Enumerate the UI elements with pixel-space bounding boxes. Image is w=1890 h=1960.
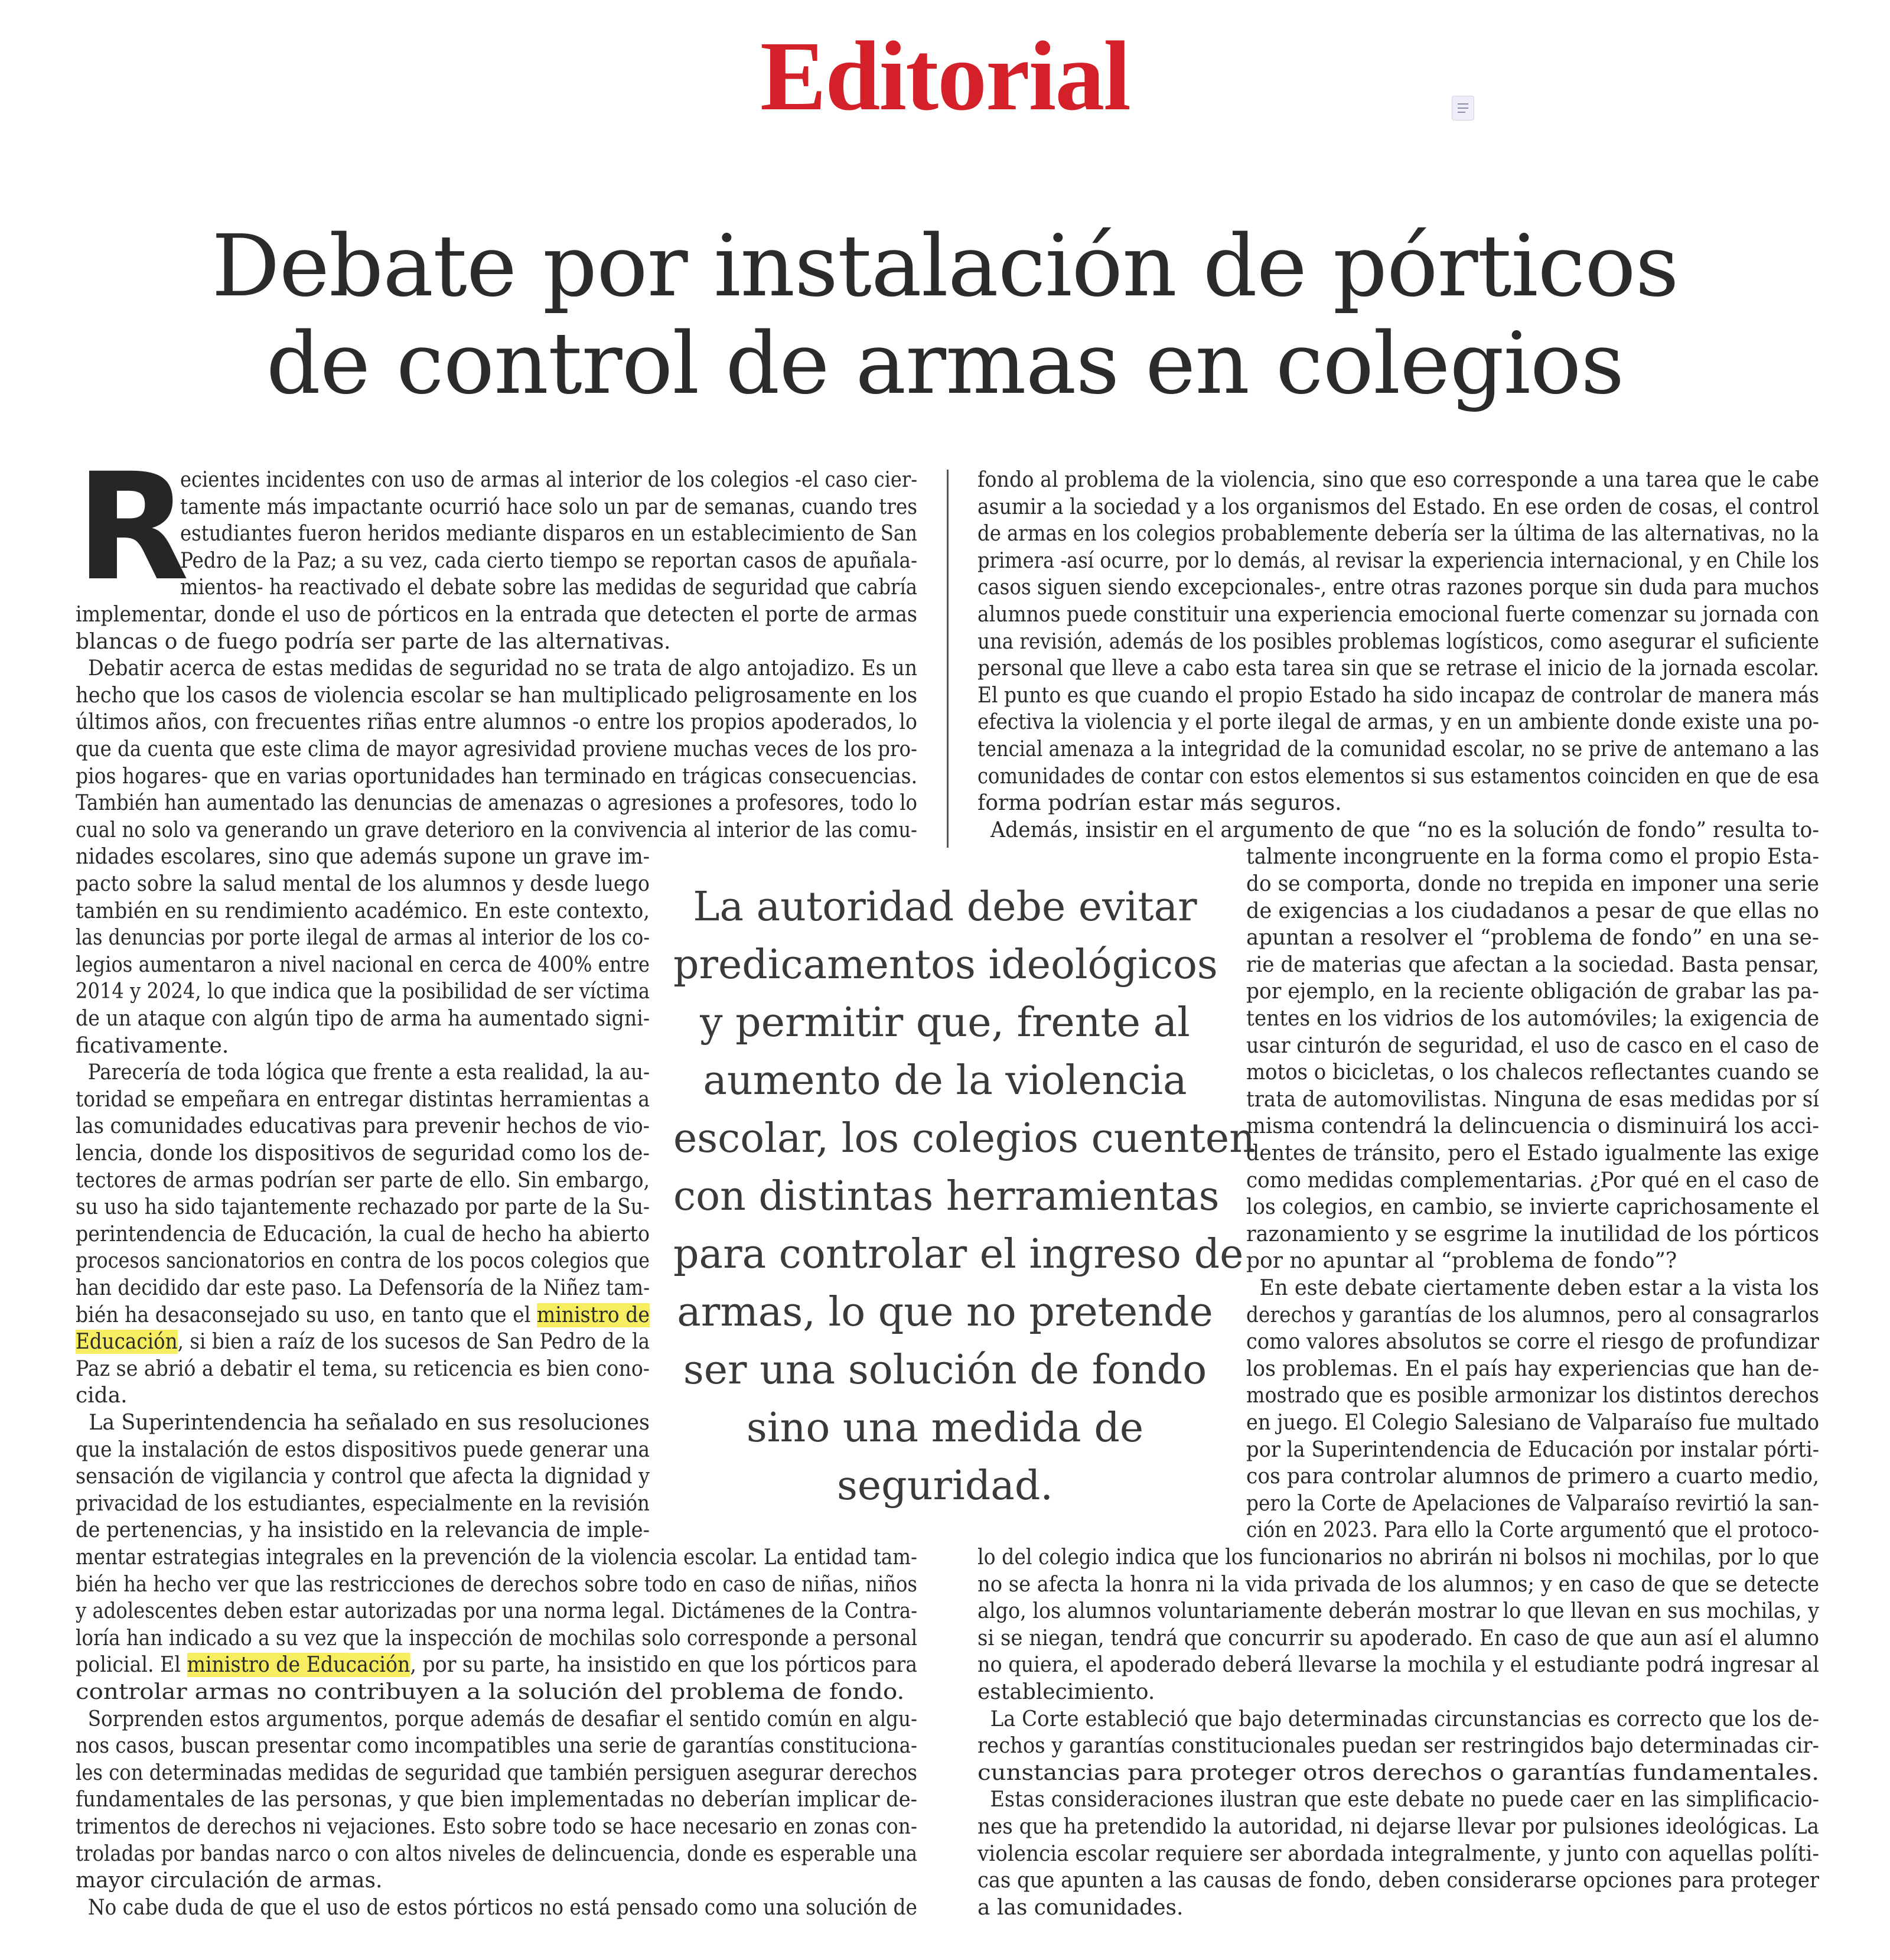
- article-line: [76, 1463, 650, 1490]
- article-line: [76, 1140, 650, 1167]
- line-text: por ejemplo, en la reciente obligación de grabar las pa-: [1246, 979, 1819, 1004]
- line-text: 2014 y 2024, lo que indica que la posibilidad de ser víctima: [76, 979, 650, 1004]
- line-text: y adolescentes deben estar autorizadas por una norma legal. Dictámenes de la Contra-: [76, 1599, 918, 1624]
- line-text: Paz se abrió a debatir el tema, su reticencia es bien cono-: [76, 1356, 650, 1381]
- line-text: mayor circulación de armas.: [76, 1868, 383, 1893]
- article-line: [1246, 952, 1819, 979]
- line-text: cual no solo va generando un grave deterioro en la convivencia al interior de las comu-: [76, 818, 917, 842]
- line-text: de un ataque con algún tipo de arma ha aumentado signi-: [76, 1007, 650, 1031]
- line-text: apuntan a resolver el “problema de fondo” en una se-: [1246, 926, 1819, 950]
- article-line: [977, 1733, 1819, 1760]
- article-line: [76, 1409, 650, 1437]
- line-text: pacto sobre la salud mental de los alumnos y desde luego: [76, 872, 650, 896]
- line-text: personal que lleve a cabo esta tarea sin que se retrase el inicio de la jornada escolar.: [977, 656, 1820, 681]
- line-text: los problemas. En el país hay experiencias que han de-: [1246, 1356, 1820, 1381]
- article-line: [76, 1356, 650, 1383]
- line-text: si se niegan, tendrá que concurrir su apoderado. En caso de que aun así el alumno: [977, 1626, 1820, 1650]
- pull-quote-line: aumento de la violencia: [703, 1057, 1187, 1104]
- line-text: implementar, donde el uso de pórticos en la entrada que detecten el porte de armas: [76, 603, 918, 627]
- line-text: También han aumentado las denuncias de amenazas o agresiones a profesores, todo lo: [76, 791, 918, 816]
- article-line: [76, 1437, 650, 1464]
- line-text: trata de automovilistas. Ninguna de esas medidas por sí: [1246, 1087, 1820, 1112]
- article-line: [76, 924, 650, 952]
- line-text: también en su rendimiento académico. En este contexto,: [76, 898, 650, 923]
- line-text: toridad se empeñara en entregar distintas herramientas a: [76, 1087, 650, 1112]
- article-line: [1246, 898, 1819, 925]
- article-line: [1246, 1329, 1819, 1356]
- line-text: bién ha hecho ver que las restricciones de derechos sobre todo en caso de niñas, niños: [76, 1572, 917, 1597]
- line-text: como medidas complementarias. ¿Por qué en el caso de: [1246, 1168, 1819, 1193]
- pull-quote-line: y permitir que, frente al: [700, 999, 1190, 1046]
- article-line: [76, 1005, 650, 1033]
- article-line: [1246, 1086, 1819, 1114]
- article-line: [977, 1760, 1819, 1787]
- article-line: [1246, 871, 1819, 898]
- line-text: Además, insistir en el argumento de que “no es la solución de fondo” resulta to-: [977, 818, 1820, 842]
- line-text: asumir a la sociedad y a los organismos del Estado. En ese orden de cosas, el control: [977, 494, 1819, 519]
- article-line: [977, 520, 1819, 548]
- line-text: ción en 2023. Para ello la Corte argumentó que el protoco-: [1246, 1518, 1819, 1543]
- article-line: [1246, 1275, 1819, 1302]
- article-line: [977, 1786, 1819, 1814]
- highlighted-text: ministro de Educación: [187, 1653, 410, 1678]
- article-line: [76, 898, 650, 925]
- article-line: [76, 1625, 917, 1652]
- line-text: derechos y garantías de los alumnos, pero al consagrarlos: [1246, 1303, 1820, 1327]
- line-text: de exigencias a los ciudadanos a pesar de que ellas no: [1246, 898, 1819, 923]
- line-text: por la Superintendencia de Educación por instalar pórti-: [1246, 1437, 1820, 1462]
- article-line: [977, 548, 1819, 575]
- article-line: [76, 1679, 904, 1706]
- article-line: [977, 1841, 1819, 1868]
- article-line: [76, 1033, 229, 1060]
- article-line: [76, 1571, 917, 1598]
- line-text: Parecería de toda lógica que frente a esta realidad, la au-: [76, 1060, 650, 1085]
- line-text: en juego. El Colegio Salesiano de Valparaíso fue multado: [1246, 1411, 1820, 1435]
- line-text: lencia, donde los dispositivos de seguridad como los de-: [76, 1141, 650, 1165]
- line-text: primera -así ocurre, por lo demás, al revisar la experiencia internacional, y en Chile los: [977, 548, 1819, 573]
- line-text: estudiantes fueron heridos mediante disparos en un establecimiento de San: [180, 522, 917, 546]
- article-line: [76, 629, 670, 656]
- line-text: tectores de armas podrían ser parte de ello. Sin embargo,: [76, 1168, 650, 1193]
- line-text: sensación de vigilancia y control que afecta la dignidad y: [76, 1464, 650, 1489]
- article-line: [1246, 1248, 1677, 1275]
- line-text: que da cuenta que este clima de mayor agresividad proviene muchas veces de los pro-: [76, 737, 917, 761]
- line-text: de pertenencias, y ha insistido en la relevancia de imple-: [76, 1518, 650, 1543]
- line-text: razonamiento y se esgrime la inutilidad de los pórticos: [1246, 1222, 1820, 1246]
- line-text: fundamentales de las personas, y que bien implementadas no deberían implicar de-: [76, 1788, 917, 1812]
- line-text: no se afecta la honra ni la vida privada de los alumnos; y en caso de que se detecte: [977, 1572, 1820, 1597]
- line-text: efectiva la violencia y el porte ilegal de armas, y en un ambiente donde existe una po-: [977, 710, 1819, 735]
- article-line: [977, 1571, 1819, 1598]
- article-line: [76, 1167, 650, 1194]
- article-line: [76, 1517, 650, 1544]
- line-text: que la instalación de estos dispositivos puede generar una: [76, 1437, 650, 1462]
- line-text: Estas consideraciones ilustran que este debate no puede caer en las simplificacio-: [977, 1788, 1819, 1812]
- line-text: ficativamente.: [76, 1033, 229, 1058]
- line-text: La Corte estableció que bajo determinadas circunstancias es correcto que los de-: [977, 1707, 1820, 1731]
- article-line: [977, 1706, 1819, 1733]
- article-line: [76, 1302, 650, 1329]
- line-text: , si bien a raíz de los sucesos de San Pedro de la: [177, 1330, 650, 1355]
- article-line: [180, 494, 917, 521]
- article-line: [977, 1679, 1155, 1706]
- article-line: [76, 1706, 917, 1733]
- article-line: [977, 629, 1819, 656]
- line-text: policial. El: [76, 1653, 187, 1678]
- line-text: forma podrían estar más seguros.: [977, 791, 1342, 816]
- article-line: [76, 1194, 650, 1221]
- article-line: [76, 1598, 917, 1625]
- article-line: [1246, 1167, 1819, 1194]
- highlighted-text: ministro de: [536, 1303, 650, 1327]
- line-text: rechos y garantías constitucionales puedan ser restringidos bajo determinadas cir-: [977, 1734, 1819, 1759]
- drop-cap: R: [76, 441, 190, 613]
- article-line: [1246, 1059, 1819, 1086]
- article-line: [180, 467, 917, 494]
- article-line: [977, 1652, 1819, 1679]
- line-text: a las comunidades.: [977, 1895, 1184, 1920]
- pull-quote-line: seguridad.: [837, 1463, 1053, 1509]
- article-line: [977, 467, 1819, 494]
- line-text: pero la Corte de Apelaciones de Valparaíso revirtió la san-: [1246, 1491, 1820, 1516]
- line-text: alumnos puede constituir una experiencia emocional fuerte comenzar su jornada con: [977, 603, 1819, 627]
- line-text: cas que apunten a las causas de fondo, deben considerarse opciones para proteger: [977, 1868, 1819, 1893]
- article-line: [76, 1652, 917, 1679]
- article-line: [977, 1894, 1183, 1922]
- article-line: [76, 1248, 650, 1275]
- line-text: cos para controlar alumnos de primero a cuarto medio,: [1246, 1464, 1820, 1489]
- line-text: trimentos de derechos ni vejaciones. Esto sobre todo se hace necesario en zonas con-: [76, 1815, 918, 1839]
- line-text: Debatir acerca de estas medidas de seguridad no se trata de algo antojadizo. Es un: [76, 656, 917, 681]
- article-line: [76, 1113, 650, 1140]
- line-text: El punto es que cuando el propio Estado ha sido incapaz de controlar de manera más: [977, 683, 1820, 708]
- article-line: [76, 1382, 128, 1409]
- article-line: [977, 763, 1819, 790]
- article-line: [76, 709, 917, 736]
- article-line: [76, 978, 650, 1005]
- article-line: [1246, 1437, 1819, 1464]
- article-line: [1246, 1490, 1819, 1518]
- article-line: [1246, 924, 1819, 952]
- line-text: mostrado que es posible armonizar los distintos derechos: [1246, 1383, 1819, 1408]
- article-line: [977, 1625, 1819, 1652]
- article-line: [76, 1814, 917, 1841]
- line-text: nos casos, buscan presentar como incompatibles una serie de garantías constituciona-: [76, 1734, 917, 1759]
- line-text: cida.: [76, 1383, 128, 1408]
- article-line: [977, 682, 1819, 709]
- highlighted-text: Educación: [76, 1330, 178, 1355]
- article-line: [977, 817, 1819, 844]
- article-line: [76, 1059, 650, 1086]
- article-line: [1246, 1517, 1819, 1544]
- line-text: procesos sancionatorios en contra de los pocos colegios que: [76, 1249, 650, 1274]
- article-line: [977, 494, 1819, 521]
- article-line: [1246, 1194, 1819, 1221]
- pull-quote-line: sino una medida de: [746, 1405, 1144, 1451]
- article-line: [76, 682, 917, 709]
- pull-quote-line: armas, lo que no pretende: [677, 1289, 1213, 1336]
- article-line: [76, 1086, 650, 1114]
- line-text: algo, los alumnos voluntariamente deberán mostrar lo que llevan en sus mochilas, y: [977, 1599, 1820, 1624]
- line-text: privacidad de los estudiantes, especialmente en la revisión: [76, 1491, 650, 1516]
- line-text: do se comporta, donde no trepida en imponer una serie: [1246, 872, 1819, 896]
- pull-quote-line: para controlar el ingreso de: [673, 1231, 1244, 1278]
- article-line: [76, 736, 917, 763]
- article-line: [977, 1544, 1819, 1571]
- line-text: casos siguen siendo excepcionales-, entre otras razones porque sin duda para muchos: [977, 575, 1820, 600]
- article-line: [977, 601, 1819, 629]
- line-text: legios aumentaron a nivel nacional en cerca de 400% entre: [76, 952, 650, 977]
- article-line: [977, 709, 1819, 736]
- line-text: En este debate ciertamente deben estar a la vista los: [1246, 1276, 1819, 1300]
- line-text: tencial amenaza a la integridad de la comunidad escolar, no se prive de antemano a las: [977, 737, 1819, 761]
- line-text: han decidido dar este paso. La Defensoría de la Niñez tam-: [76, 1276, 650, 1300]
- article-line: [76, 1733, 917, 1760]
- line-text: blancas o de fuego podría ser parte de las alternativas.: [76, 629, 671, 654]
- article-line: [977, 1867, 1819, 1894]
- line-text: nidades escolares, sino que además supone un grave im-: [76, 845, 650, 870]
- article-line: [1246, 1356, 1819, 1383]
- article-line: [977, 790, 1342, 817]
- line-text: una revisión, además de los posibles problemas logísticos, como asegurar el suficiente: [977, 629, 1819, 654]
- line-text: troladas por bandas narco o con altos niveles de delincuencia, donde es esperable una: [76, 1841, 918, 1866]
- line-text: como valores absolutos se corre el riesgo de profundizar: [1246, 1330, 1820, 1355]
- line-text: talmente incongruente en la forma como el propio Esta-: [1246, 845, 1820, 870]
- line-text: las denuncias por porte ilegal de armas al interior de los co-: [76, 926, 650, 950]
- line-text: tamente más impactante ocurrió hace solo un par de semanas, cuando tres: [180, 494, 917, 519]
- article-line: [76, 601, 917, 629]
- article-line: [76, 1544, 917, 1571]
- line-text: establecimiento.: [977, 1680, 1155, 1704]
- article-line: [76, 1867, 382, 1894]
- line-text: comunidades de contar con estos elementos si sus estamentos coinciden en que de esa: [977, 764, 1820, 789]
- article-line: [1246, 1033, 1819, 1060]
- line-text: mentar estrategias integrales en la prevención de la violencia escolar. La entidad tam-: [76, 1545, 917, 1570]
- article-line: [76, 844, 650, 871]
- article-line: [1246, 978, 1819, 1005]
- line-text: mientos- ha reactivado el debate sobre las medidas de seguridad que cabría: [180, 575, 918, 600]
- article-line: [977, 574, 1819, 601]
- line-text: La Superintendencia ha señalado en sus resoluciones: [76, 1411, 650, 1435]
- line-text: nes que ha pretendido la autoridad, ni dejarse llevar por pulsiones ideológicas. La: [977, 1815, 1820, 1839]
- article-line: [76, 655, 917, 682]
- article-line: [1246, 1221, 1819, 1248]
- article-line: [76, 1786, 917, 1814]
- note-icon[interactable]: [1452, 96, 1474, 121]
- article-line: [76, 952, 650, 979]
- article-line: [76, 1894, 917, 1922]
- article-line: [1246, 1409, 1819, 1437]
- line-text: por no apuntar al “problema de fondo”?: [1246, 1249, 1677, 1274]
- line-text: Pedro de la Paz; a su vez, cada cierto tiempo se reportan casos de apuñala-: [180, 548, 918, 573]
- line-text: pios hogares- que en varias oportunidades han terminado en trágicas consecuencias.: [76, 764, 918, 789]
- article-line: [977, 1814, 1819, 1841]
- article-line: [1246, 1463, 1819, 1490]
- column-divider: [947, 470, 949, 848]
- line-text: dentes de tránsito, pero el Estado igualmente las exige: [1246, 1141, 1820, 1165]
- pull-quote-line: con distintas herramientas: [673, 1173, 1220, 1220]
- article-line: [180, 520, 917, 548]
- line-text: bién ha desaconsejado su uso, en tanto que el: [76, 1303, 537, 1327]
- line-text: misma contendrá la delincuencia o disminuirá los acci-: [1246, 1114, 1820, 1139]
- article-line: [1246, 844, 1819, 871]
- line-text: ecientes incidentes con uso de armas al interior de los colegios -el caso cier-: [180, 468, 918, 492]
- line-text: motos o bicicletas, o los chalecos reflectantes cuando se: [1246, 1060, 1820, 1085]
- article-line: [76, 763, 917, 790]
- article-line: [76, 1329, 650, 1356]
- pull-quote-line: escolar, los colegios cuenten: [673, 1115, 1255, 1162]
- article-line: [76, 1490, 650, 1518]
- line-text: no quiera, el apoderado deberá llevarse la mochila y el estudiante podrá ingresar al: [977, 1653, 1819, 1678]
- line-text: los colegios, en cambio, se invierte caprichosamente el: [1246, 1195, 1820, 1220]
- article-line: [76, 1221, 650, 1248]
- headline-line: de control de armas en colegios: [266, 314, 1624, 413]
- line-text: su uso ha sido tajantemente rechazado por parte de la Su-: [76, 1195, 650, 1220]
- pull-quote: [673, 878, 1255, 1515]
- article-line: [180, 548, 917, 575]
- line-text: cunstancias para proteger otros derechos o garantías fundamentales.: [977, 1760, 1820, 1785]
- line-text: , por su parte, ha insistido en que los pórticos para: [410, 1653, 918, 1678]
- article-line: [977, 655, 1819, 682]
- line-text: perintendencia de Educación, la cual de hecho ha abierto: [76, 1222, 650, 1246]
- line-text: No cabe duda de que el uso de estos pórticos no está pensado como una solución de: [76, 1895, 917, 1920]
- line-text: lo del colegio indica que los funcionarios no abrirán ni bolsos ni mochilas, por lo que: [977, 1545, 1820, 1570]
- line-text: usar cinturón de seguridad, el uso de casco en el caso de: [1246, 1033, 1820, 1058]
- article-line: [180, 574, 917, 601]
- article-line: [76, 1760, 917, 1787]
- headline: [83, 217, 1807, 412]
- pull-quote-line: La autoridad debe evitar: [693, 884, 1197, 930]
- pull-quote-line: ser una solución de fondo: [683, 1347, 1207, 1394]
- line-text: rie de materias que afectan a la sociedad. Basta pensar,: [1246, 952, 1819, 977]
- article-line: [1246, 1113, 1819, 1140]
- line-text: violencia escolar requiere ser abordada integralmente, y junto con aquellas políti-: [977, 1841, 1820, 1866]
- line-text: fondo al problema de la violencia, sino que eso corresponde a una tarea que le cabe: [977, 468, 1819, 492]
- article-line: [1246, 1382, 1819, 1409]
- line-text: Sorprenden estos argumentos, porque además de desafiar el sentido común en algu-: [76, 1707, 918, 1731]
- article-line: [1246, 1302, 1819, 1329]
- line-text: de armas en los colegios probablemente debería ser la última de las alternativas, no la: [977, 522, 1820, 546]
- line-text: loría han indicado a su vez que la inspección de mochilas solo corresponde a personal: [76, 1626, 918, 1650]
- line-text: tentes en los vidrios de los automóviles; la exigencia de: [1246, 1007, 1820, 1031]
- line-text: les con determinadas medidas de seguridad que también persiguen asegurar derechos: [76, 1760, 917, 1785]
- line-text: últimos años, con frecuentes riñas entre alumnos -o entre los propios apoderados, lo: [76, 710, 917, 735]
- article-line: [76, 1275, 650, 1302]
- article-line: [76, 871, 650, 898]
- article-line: [1246, 1005, 1819, 1033]
- article-line: [977, 736, 1819, 763]
- line-text: las comunidades educativas para prevenir hechos de vio-: [76, 1114, 650, 1139]
- article-line: [76, 790, 917, 817]
- section-label: Editorial: [760, 21, 1130, 131]
- headline-line: Debate por instalación de pórticos: [211, 216, 1679, 315]
- pull-quote-line: predicamentos ideológicos: [673, 942, 1218, 988]
- article-line: [1246, 1140, 1819, 1167]
- article-line: [76, 1841, 917, 1868]
- article-line: [977, 1598, 1819, 1625]
- line-text: controlar armas no contribuyen a la solución del problema de fondo.: [76, 1680, 905, 1704]
- line-text: hecho que los casos de violencia escolar se han multiplicado peligrosamente en los: [76, 683, 918, 708]
- article-line: [76, 817, 917, 844]
